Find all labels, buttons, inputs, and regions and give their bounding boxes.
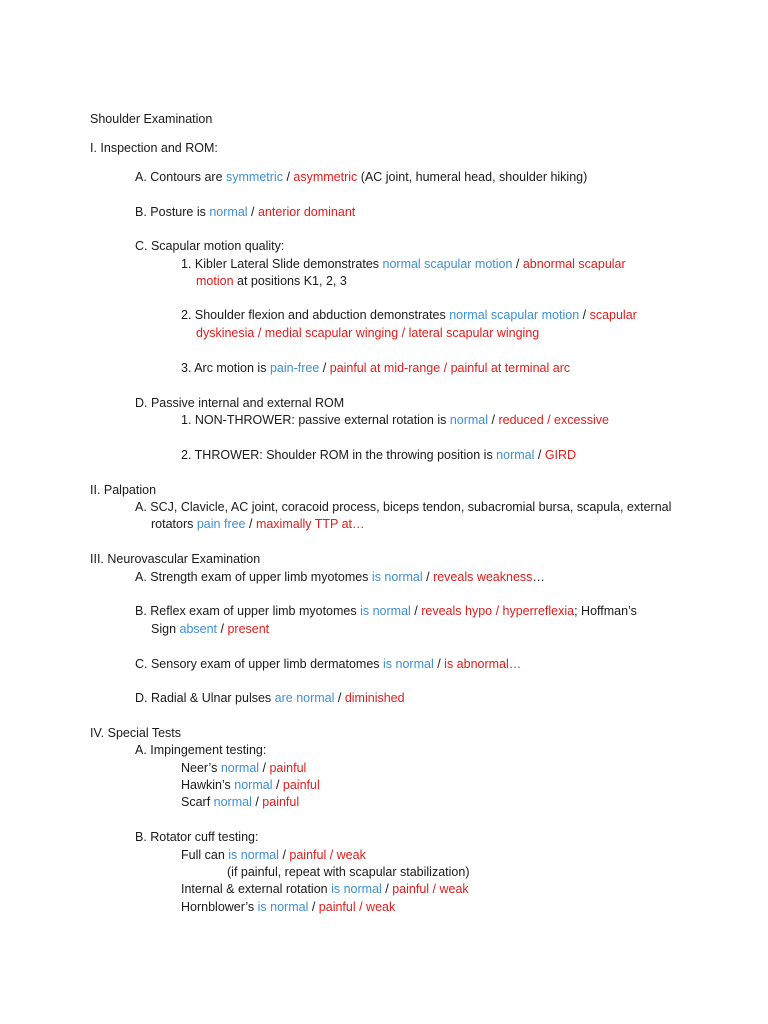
abnormal-option: reveals hypo / hyperreflexia (421, 604, 575, 618)
item-palpation-line1: A. SCJ, Clavicle, AC joint, coracoid process, biceps tendon, subacromial bursa, scapula, external (135, 500, 672, 514)
normal-option: is normal (383, 657, 434, 671)
normal-option: is normal (331, 882, 382, 896)
separator: / (272, 778, 283, 792)
abnormal-option: painful / weak (289, 848, 366, 862)
separator: / (278, 848, 290, 862)
text: D. Radial & Ulnar pulses (135, 691, 275, 705)
normal-option: normal (209, 205, 248, 219)
normal-option: pain-free (269, 361, 320, 375)
normal-option: normal scapular motion (382, 257, 513, 271)
item-scapular-label: C. Scapular motion quality: (135, 239, 285, 253)
separator: / (381, 882, 393, 896)
text: ; Hoffman’s (574, 604, 637, 618)
section-2-heading: II. Palpation (90, 483, 157, 497)
abnormal-option: maximally TTP at… (255, 517, 365, 531)
test-scarf (181, 794, 299, 811)
item-contours (135, 169, 587, 186)
abnormal-option: is abnormal… (444, 657, 522, 671)
abnormal-option: painful (269, 761, 307, 775)
text: A. Contours are (135, 170, 227, 184)
separator: / (319, 361, 330, 375)
text: 2. THROWER: Shoulder ROM in the throwing position is (181, 448, 497, 462)
separator: / (308, 900, 319, 914)
separator: / (512, 257, 523, 271)
separator: / (259, 761, 270, 775)
item-flexion (181, 307, 637, 324)
item-thrower (181, 447, 576, 464)
text: Neer’s (181, 761, 221, 775)
text: Internal & external rotation (181, 882, 332, 896)
text: 1. NON-THROWER: passive external rotation is (181, 413, 450, 427)
text: rotators (151, 517, 197, 531)
text: Scarf (181, 795, 214, 809)
item-hoffman-sign (151, 621, 269, 638)
separator: / (422, 570, 434, 584)
separator: / (245, 517, 256, 531)
normal-option: absent (179, 622, 218, 636)
normal-option: normal (234, 778, 273, 792)
text: Hornblower’s (181, 900, 258, 914)
normal-option: is normal (360, 604, 411, 618)
item-flexion-cont (196, 325, 539, 342)
text: Full can (181, 848, 229, 862)
item-rotator-cuff-label: B. Rotator cuff testing: (135, 830, 259, 844)
text: B. Reflex exam of upper limb myotomes (135, 604, 361, 618)
normal-option: is normal (371, 570, 423, 584)
separator: / (534, 448, 545, 462)
normal-option: pain free (196, 517, 246, 531)
document-title: Shoulder Examination (90, 112, 213, 126)
normal-option: normal (496, 448, 535, 462)
text: 3. Arc motion is (181, 361, 270, 375)
text: at positions K1, 2, 3 (233, 274, 347, 288)
abnormal-option: painful / weak (318, 900, 396, 914)
normal-option: normal (449, 413, 489, 427)
abnormal-option-cont: motion (196, 274, 234, 288)
separator: / (410, 604, 422, 618)
section-4-heading: IV. Special Tests (90, 726, 182, 740)
item-palpation-line2 (151, 516, 365, 533)
abnormal-option: diminished (344, 691, 405, 705)
separator: / (247, 205, 258, 219)
separator: / (488, 413, 499, 427)
abnormal-option: painful / weak (392, 882, 469, 896)
abnormal-option: reveals weakness (433, 570, 533, 584)
abnormal-option: abnormal scapular (522, 257, 626, 271)
section-1-heading: I. Inspection and ROM: (90, 141, 218, 155)
item-reflex (135, 603, 637, 620)
separator: / (251, 795, 263, 809)
normal-option: normal (213, 795, 252, 809)
abnormal-option: painful (282, 778, 320, 792)
text: C. Sensory exam of upper limb dermatomes (135, 657, 384, 671)
separator: / (334, 691, 345, 705)
normal-option: normal scapular motion (449, 308, 580, 322)
abnormal-option: reduced / excessive (498, 413, 609, 427)
abnormal-option: present (227, 622, 270, 636)
item-posture (135, 204, 355, 221)
item-pulses (135, 690, 405, 707)
section-3-heading: III. Neurovascular Examination (90, 552, 261, 566)
test-hornblower (181, 899, 395, 916)
test-full-can-note: (if painful, repeat with scapular stabilization) (227, 865, 470, 879)
text: 2. Shoulder flexion and abduction demonstrates (181, 308, 450, 322)
separator: / (579, 308, 590, 322)
normal-option: symmetric (226, 170, 283, 184)
item-arc (181, 360, 570, 377)
test-hawkin (181, 777, 320, 794)
test-full-can (181, 847, 366, 864)
item-kibler-cont (196, 273, 347, 290)
item-impingement-label: A. Impingement testing: (135, 743, 267, 757)
text: Hawkin’s (181, 778, 235, 792)
abnormal-option-cont: dyskinesia / medial scapular winging / lateral scapular winging (196, 326, 540, 340)
normal-option: are normal (274, 691, 335, 705)
item-kibler (181, 256, 626, 273)
text: A. Strength exam of upper limb myotomes (135, 570, 372, 584)
text: B. Posture is (135, 205, 210, 219)
test-neer (181, 760, 306, 777)
text: … (532, 570, 545, 584)
item-strength (135, 569, 545, 586)
item-sensory (135, 656, 521, 673)
text: 1. Kibler Lateral Slide demonstrates (181, 257, 383, 271)
normal-option: is normal (257, 900, 309, 914)
separator: / (282, 170, 294, 184)
test-rotation (181, 881, 469, 898)
normal-option: is normal (228, 848, 279, 862)
abnormal-option: scapular (589, 308, 637, 322)
separator: / (433, 657, 445, 671)
abnormal-option: painful at mid-range / painful at terminal arc (329, 361, 571, 375)
item-non-thrower (181, 412, 609, 429)
text: (AC joint, humeral head, shoulder hiking) (357, 170, 588, 184)
item-passive-rom-label: D. Passive internal and external ROM (135, 396, 345, 410)
abnormal-option: asymmetric (293, 170, 358, 184)
abnormal-option: anterior dominant (257, 205, 356, 219)
text: Sign (151, 622, 180, 636)
abnormal-option: GIRD (544, 448, 577, 462)
separator: / (217, 622, 228, 636)
abnormal-option: painful (262, 795, 300, 809)
normal-option: normal (220, 761, 260, 775)
